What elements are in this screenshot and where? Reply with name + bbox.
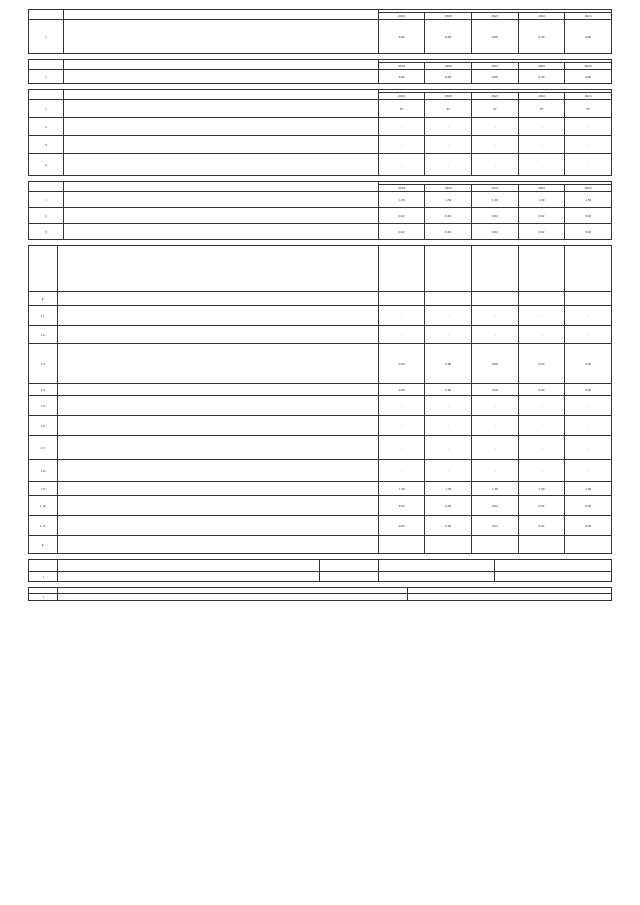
- table-row: [29, 20, 612, 54]
- header-name: [63, 90, 378, 100]
- indicator-table-3: [28, 89, 612, 176]
- year-header: 2021: [472, 63, 519, 70]
- header-col: [565, 246, 612, 292]
- row-value: -: [472, 136, 519, 154]
- header-name: [63, 60, 378, 70]
- row-value: 1,39: [472, 482, 519, 496]
- row-value: -: [425, 118, 472, 136]
- row-value: [425, 536, 472, 554]
- year-header: 2022: [518, 93, 565, 100]
- row-unit: [320, 572, 378, 582]
- row-name: [63, 136, 378, 154]
- row-value: -: [518, 326, 565, 344]
- row-value: 0,00: [518, 384, 565, 396]
- row-name: [58, 306, 379, 326]
- row-value: 97: [378, 100, 425, 118]
- header-name: [63, 182, 378, 192]
- row-value: 0,02: [518, 208, 565, 224]
- row-value: -: [378, 118, 425, 136]
- row-num: 3: [29, 136, 64, 154]
- row-name: [58, 416, 379, 436]
- row-value: -: [472, 396, 519, 416]
- row-value: 0,02: [425, 496, 472, 516]
- row-plan: [378, 572, 495, 582]
- row-value: -: [378, 326, 425, 344]
- year-header: 2023: [565, 185, 612, 192]
- section-1: [28, 8, 612, 54]
- row-value: 0,02: [518, 516, 565, 536]
- row-value: 0,00: [425, 344, 472, 384]
- row-value: -: [425, 460, 472, 482]
- row-name: [58, 436, 379, 460]
- year-header: 2019: [378, 93, 425, 100]
- table-row: [29, 436, 612, 460]
- row-name: [63, 224, 378, 240]
- row-value: 0,00: [518, 70, 565, 84]
- row-name: [58, 460, 379, 482]
- row-value: 97: [565, 100, 612, 118]
- row-name: [58, 292, 379, 306]
- row-value: -: [518, 118, 565, 136]
- row-name: [58, 326, 379, 344]
- row-value: 1,39: [565, 192, 612, 208]
- table-row: [29, 224, 612, 240]
- row-value: 1,39: [472, 192, 519, 208]
- table-row: [29, 136, 612, 154]
- row-value: 0,02: [378, 208, 425, 224]
- table-row: [29, 396, 612, 416]
- row-value: [565, 536, 612, 554]
- row-value: 0,00: [565, 70, 612, 84]
- row-num: 4: [29, 154, 64, 176]
- row-value: 0,02: [565, 208, 612, 224]
- indicator-table-1: [28, 9, 612, 54]
- row-num: 1: [29, 572, 58, 582]
- row-value: 0,00: [378, 20, 425, 54]
- row-value: 0,02: [472, 496, 519, 516]
- row-value: -: [565, 396, 612, 416]
- year-header: 2019: [378, 185, 425, 192]
- row-extra: [407, 594, 611, 601]
- row-value: [472, 536, 519, 554]
- row-value: 0,00: [472, 70, 519, 84]
- row-name: [63, 118, 378, 136]
- table-row: [29, 100, 612, 118]
- row-num: 1.11.: [29, 516, 58, 536]
- row-name: [58, 384, 379, 396]
- row-fact: [495, 572, 612, 582]
- year-header: 2020: [425, 93, 472, 100]
- table-row: [29, 516, 612, 536]
- row-value: -: [425, 136, 472, 154]
- row-value: -: [518, 306, 565, 326]
- year-header: 2022: [518, 63, 565, 70]
- table-row: [29, 572, 612, 582]
- row-num: 3: [29, 224, 64, 240]
- row-value: -: [518, 416, 565, 436]
- row-name: [58, 344, 379, 384]
- row-value: -: [472, 460, 519, 482]
- row-value: -: [425, 306, 472, 326]
- table-row: [29, 460, 612, 482]
- row-value: 0,02: [378, 496, 425, 516]
- table-row: [29, 384, 612, 396]
- header-name: [63, 10, 378, 20]
- row-value: 0,00: [378, 384, 425, 396]
- row-value: [378, 292, 425, 306]
- row-value: 0,02: [472, 516, 519, 536]
- row-value: 0,02: [378, 516, 425, 536]
- year-header: 2021: [472, 93, 519, 100]
- year-header: 2020: [425, 63, 472, 70]
- row-value: -: [565, 436, 612, 460]
- row-value: [378, 536, 425, 554]
- row-num: 1: [29, 70, 64, 84]
- row-num: 1.5.: [29, 396, 58, 416]
- row-value: 0,02: [425, 224, 472, 240]
- row-value: -: [565, 460, 612, 482]
- row-num: 1: [29, 192, 64, 208]
- header-col: [378, 246, 425, 292]
- row-name: [63, 20, 378, 54]
- row-value: 0,02: [472, 208, 519, 224]
- row-value: -: [378, 154, 425, 176]
- table-row: [29, 482, 612, 496]
- row-value: -: [518, 460, 565, 482]
- header-name: [58, 246, 379, 292]
- row-num: 1.6.: [29, 416, 58, 436]
- indicator-table-2: [28, 59, 612, 84]
- row-value: 97: [425, 100, 472, 118]
- row-value: -: [425, 396, 472, 416]
- row-num: 1.4.: [29, 384, 58, 396]
- row-name: [58, 496, 379, 516]
- row-value: 97: [518, 100, 565, 118]
- row-num: 1: [29, 594, 58, 601]
- row-value: 0,00: [565, 344, 612, 384]
- row-value: 0,02: [518, 224, 565, 240]
- row-name: [58, 536, 379, 554]
- header-num: [29, 246, 58, 292]
- section-5: [28, 244, 612, 554]
- row-name: [63, 154, 378, 176]
- row-value: 0,00: [472, 20, 519, 54]
- final-table: [28, 587, 612, 601]
- row-value: -: [378, 136, 425, 154]
- row-name: [58, 482, 379, 496]
- header-col: [472, 246, 519, 292]
- header-name: [58, 560, 320, 572]
- row-value: -: [378, 306, 425, 326]
- row-value: 0,00: [472, 344, 519, 384]
- row-num: 1.10.: [29, 496, 58, 516]
- row-name: [58, 572, 320, 582]
- row-num: 1.2.: [29, 326, 58, 344]
- row-name: [58, 516, 379, 536]
- header-fact: [495, 560, 612, 572]
- header-num: [29, 560, 58, 572]
- row-value: 0,00: [378, 344, 425, 384]
- row-value: 0,02: [565, 496, 612, 516]
- row-value: 1,39: [425, 482, 472, 496]
- row-value: -: [565, 154, 612, 176]
- row-value: -: [472, 154, 519, 176]
- row-value: 1,39: [518, 192, 565, 208]
- row-value: 1,39: [518, 482, 565, 496]
- row-value: [518, 292, 565, 306]
- row-value: -: [518, 396, 565, 416]
- section-6: [28, 558, 612, 582]
- row-value: 0,00: [425, 70, 472, 84]
- row-name: [63, 100, 378, 118]
- year-header: 2019: [378, 63, 425, 70]
- row-num: 1.9.: [29, 482, 58, 496]
- row-value: 0,00: [472, 384, 519, 396]
- row-value: -: [472, 436, 519, 460]
- row-value: 0,00: [518, 20, 565, 54]
- summary-table: [28, 559, 612, 582]
- table-row: [29, 416, 612, 436]
- year-header: 2021: [472, 185, 519, 192]
- header-num: [29, 10, 64, 20]
- row-value: 1,39: [378, 482, 425, 496]
- row-name: [58, 594, 408, 601]
- row-value: -: [378, 396, 425, 416]
- row-value: 0,02: [565, 224, 612, 240]
- row-name: [63, 70, 378, 84]
- header-num: [29, 60, 64, 70]
- row-value: [565, 292, 612, 306]
- table-row: [29, 208, 612, 224]
- header-plan: [378, 560, 495, 572]
- table-row: [29, 192, 612, 208]
- row-value: -: [565, 306, 612, 326]
- table-row: [29, 344, 612, 384]
- row-value: -: [425, 154, 472, 176]
- table-row: [29, 594, 612, 601]
- indicator-table-4: [28, 181, 612, 240]
- row-value: [472, 292, 519, 306]
- row-value: -: [565, 326, 612, 344]
- row-name: [63, 208, 378, 224]
- section-2: [28, 58, 612, 84]
- year-header: 2020: [425, 13, 472, 20]
- row-value: 0,02: [425, 208, 472, 224]
- row-value: 0,00: [378, 70, 425, 84]
- section-4: [28, 180, 612, 240]
- table-row: [29, 306, 612, 326]
- row-value: -: [425, 436, 472, 460]
- row-value: 97: [472, 100, 519, 118]
- table-row: [29, 292, 612, 306]
- table-row: [29, 496, 612, 516]
- row-value: 0,02: [565, 516, 612, 536]
- row-num: 1.7.: [29, 436, 58, 460]
- row-num: 1.: [29, 292, 58, 306]
- row-name: [63, 192, 378, 208]
- row-value: -: [472, 416, 519, 436]
- year-header: 2019: [378, 13, 425, 20]
- row-num: 2: [29, 118, 64, 136]
- section-3: [28, 88, 612, 176]
- row-num: 2: [29, 208, 64, 224]
- header-num: [29, 90, 64, 100]
- row-num: 1.1.: [29, 306, 58, 326]
- row-value: -: [472, 306, 519, 326]
- row-value: -: [518, 154, 565, 176]
- row-value: 0,00: [565, 20, 612, 54]
- row-value: [425, 292, 472, 306]
- document-page: [28, 4, 612, 601]
- row-value: -: [378, 460, 425, 482]
- table-row: [29, 326, 612, 344]
- year-header: 2023: [565, 93, 612, 100]
- row-value: -: [425, 416, 472, 436]
- row-num: 1: [29, 20, 64, 54]
- year-header: 2022: [518, 13, 565, 20]
- row-value: 0,00: [518, 344, 565, 384]
- row-value: -: [378, 436, 425, 460]
- table-row: [29, 118, 612, 136]
- row-value: 0,02: [472, 224, 519, 240]
- row-value: -: [518, 436, 565, 460]
- section-7: [28, 586, 612, 601]
- table-row: [29, 70, 612, 84]
- header-col: [425, 246, 472, 292]
- row-value: 1,39: [425, 192, 472, 208]
- table-row: [29, 536, 612, 554]
- row-value: -: [565, 118, 612, 136]
- row-value: -: [378, 416, 425, 436]
- header-col: [518, 246, 565, 292]
- year-header: 2023: [565, 13, 612, 20]
- row-num: 2.: [29, 536, 58, 554]
- row-value: 0,02: [425, 516, 472, 536]
- row-num: 1.8.: [29, 460, 58, 482]
- header-num: [29, 182, 64, 192]
- table-row: [29, 154, 612, 176]
- year-header: 2023: [565, 63, 612, 70]
- row-value: 0,02: [518, 496, 565, 516]
- year-header: 2022: [518, 185, 565, 192]
- row-value: 0,00: [425, 20, 472, 54]
- header-unit: [320, 560, 378, 572]
- row-value: 0,00: [425, 384, 472, 396]
- row-value: -: [472, 118, 519, 136]
- row-value: 0,00: [565, 384, 612, 396]
- row-value: -: [425, 326, 472, 344]
- year-header: 2021: [472, 13, 519, 20]
- year-header: 2020: [425, 185, 472, 192]
- row-value: -: [518, 136, 565, 154]
- row-num: 1: [29, 100, 64, 118]
- row-value: -: [565, 136, 612, 154]
- main-indicator-table: [28, 245, 612, 554]
- row-num: 1.3.: [29, 344, 58, 384]
- row-value: 0,02: [378, 224, 425, 240]
- row-value: [518, 536, 565, 554]
- row-value: -: [565, 416, 612, 436]
- row-name: [58, 396, 379, 416]
- row-value: 1,39: [565, 482, 612, 496]
- row-value: -: [472, 326, 519, 344]
- row-value: 1,39: [378, 192, 425, 208]
